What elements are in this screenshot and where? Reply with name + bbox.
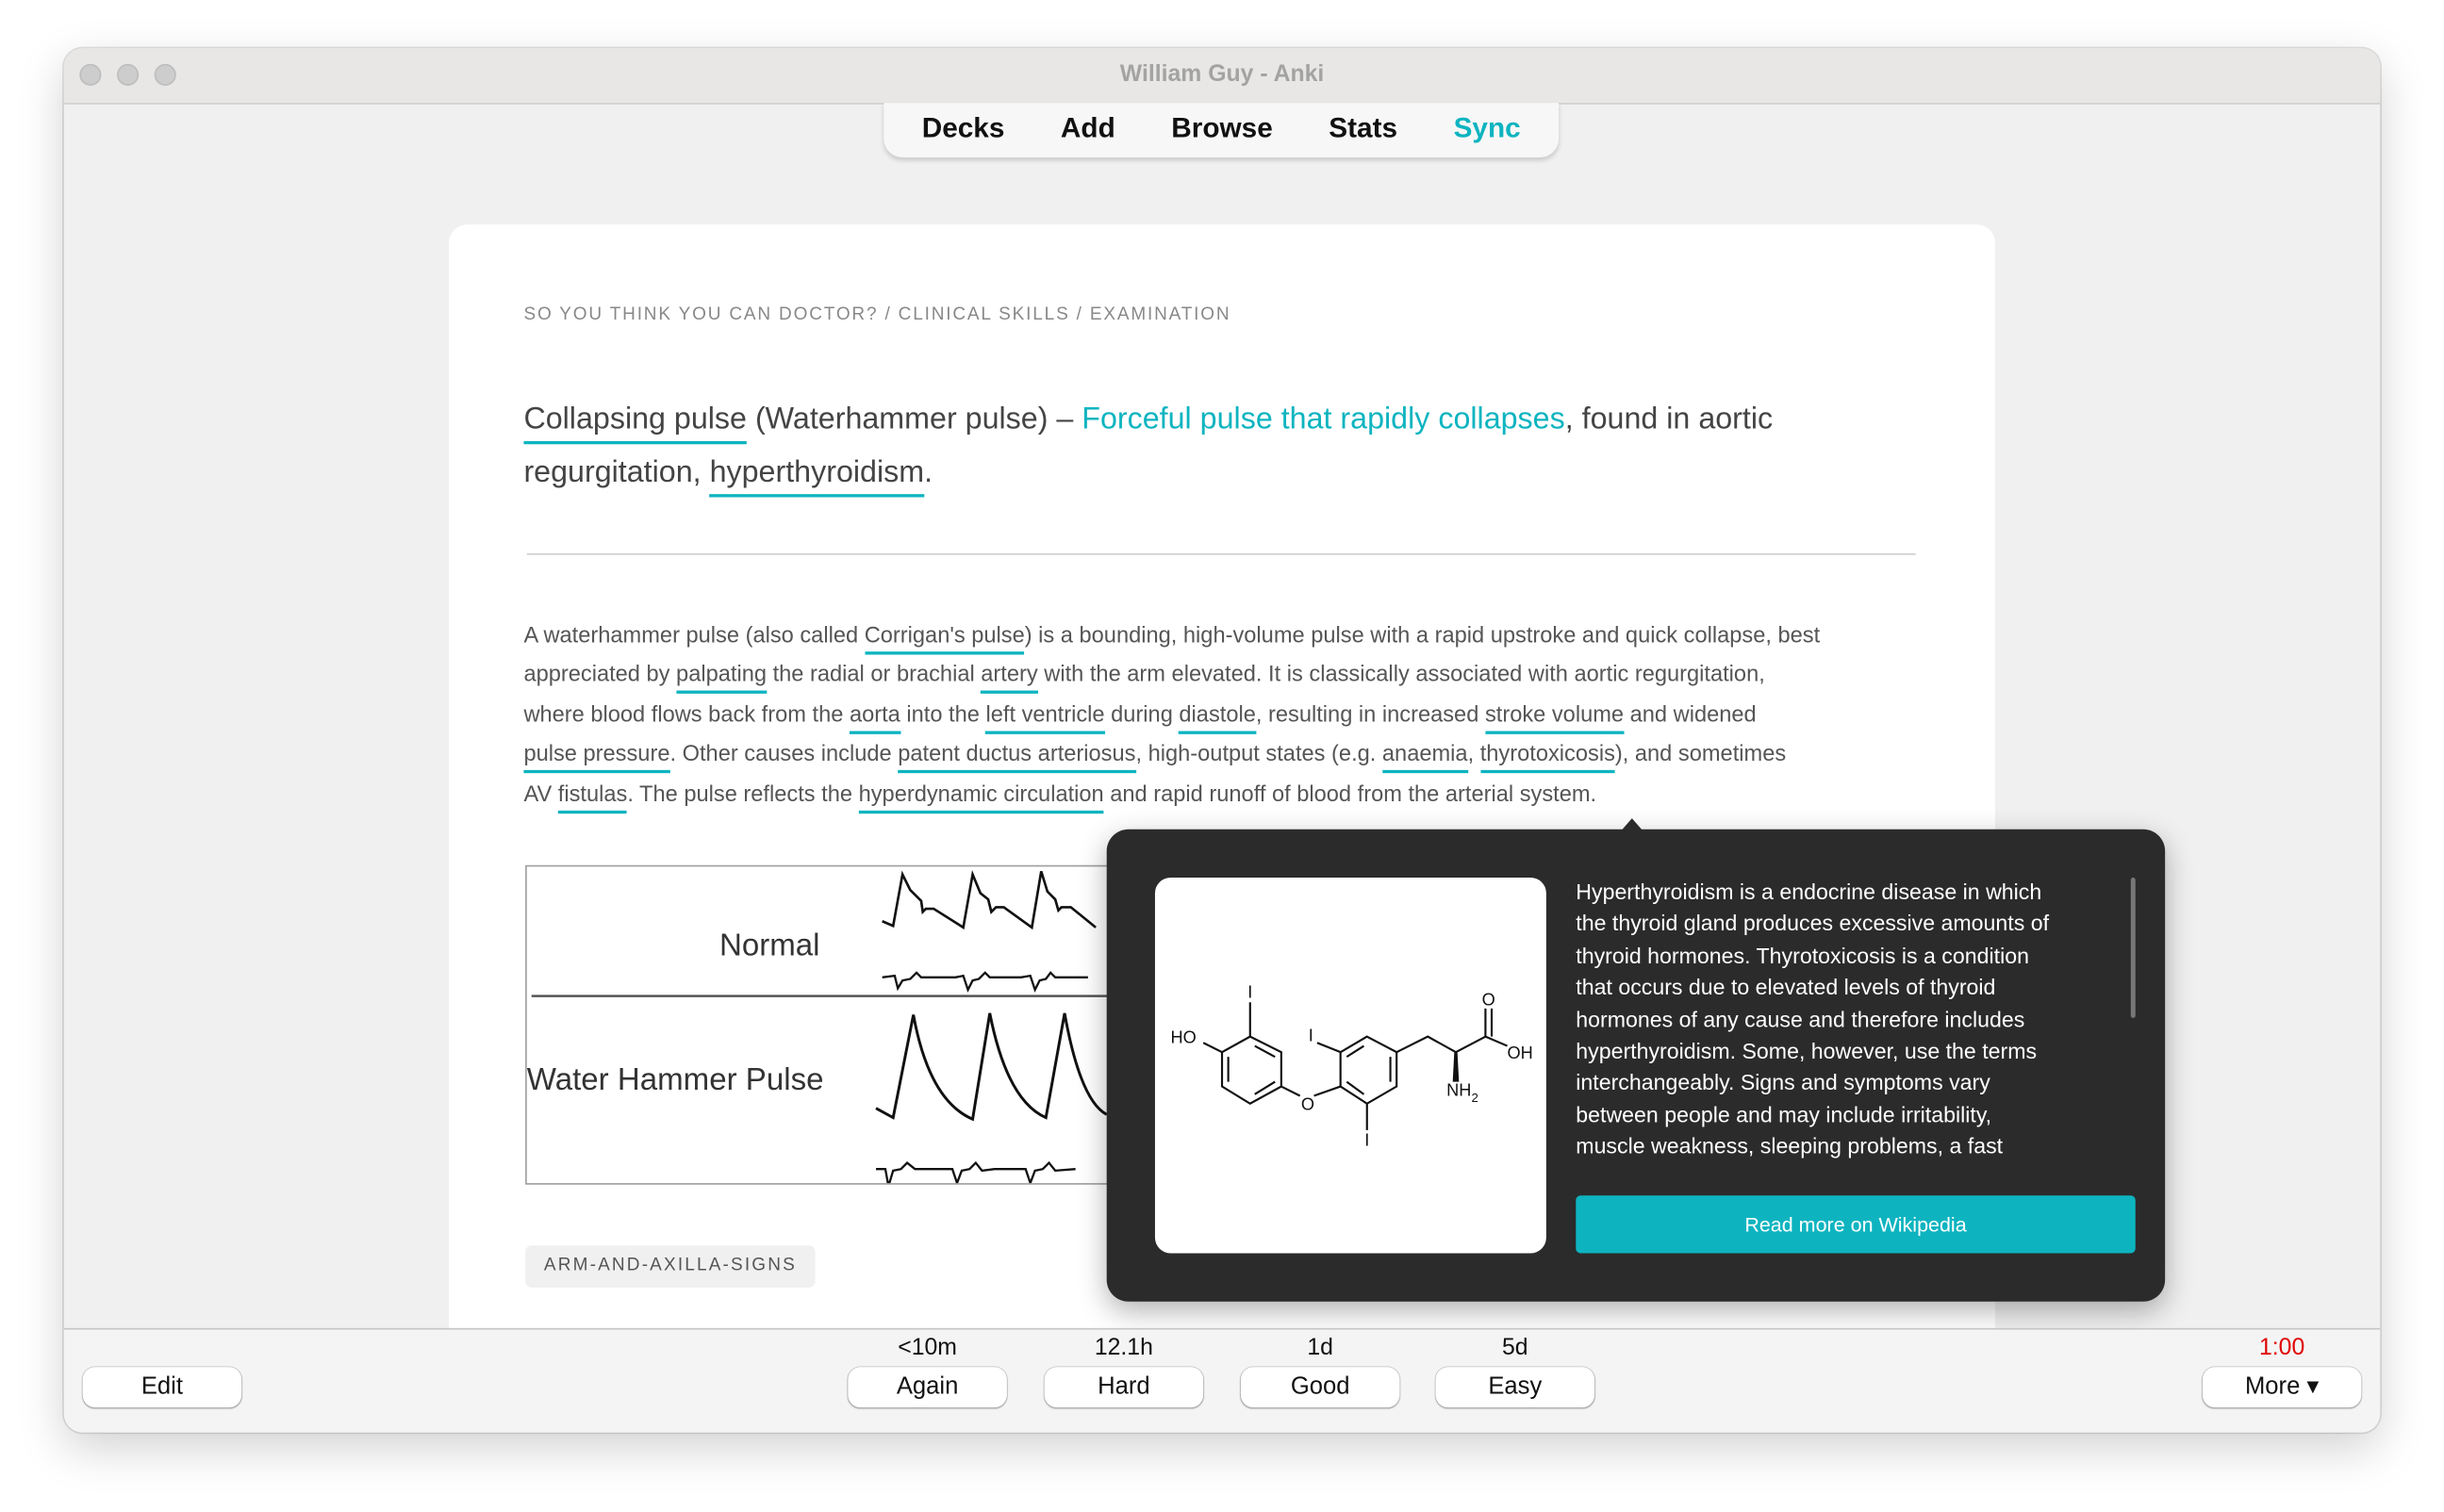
text-line: [523, 776, 1820, 815]
window-title: William Guy - Anki: [1119, 60, 1325, 88]
glossary-link[interactable]: Corrigan's pulse: [865, 623, 1025, 654]
text-segment: , high-output states (e.g.: [1135, 742, 1382, 767]
card-tag[interactable]: ARM-AND-AXILLA-SIGNS: [525, 1245, 816, 1288]
text-segment: . The pulse reflects the: [627, 781, 859, 807]
easy-button[interactable]: Easy: [1436, 1367, 1595, 1407]
answer-divider: [527, 553, 1916, 555]
text-segment: the radial or brachial: [767, 663, 982, 688]
easy-interval: 5d: [1502, 1334, 1528, 1361]
top-nav: [883, 103, 1559, 157]
good-interval: 1d: [1307, 1334, 1333, 1361]
popup-text-line: between people and may include irritability,: [1576, 1101, 1992, 1127]
popup-text-line: thyroid hormones. Thyrotoxicosis is a condition: [1576, 943, 2029, 968]
carbonyl-oxygen-label: O: [1481, 990, 1495, 1010]
text-segment: , found in aortic: [1564, 402, 1774, 437]
iodine-label: I: [1247, 982, 1253, 1002]
glossary-link[interactable]: thyrotoxicosis: [1480, 742, 1615, 773]
text-segment: ), and sometimes: [1614, 742, 1787, 767]
amine-subscript: 2: [1471, 1091, 1478, 1106]
read-more-wikipedia-button[interactable]: Read more on Wikipedia: [1576, 1195, 2135, 1253]
text-line: [523, 697, 1820, 736]
iodine-label: I: [1308, 1026, 1313, 1045]
thyroxine-structure-image: [1155, 878, 1546, 1254]
more-menu-button[interactable]: More ▾: [2203, 1367, 2362, 1407]
text-segment: regurgitation,: [523, 454, 710, 490]
nav-browse[interactable]: Browse: [1171, 112, 1273, 144]
text-segment: and widened: [1624, 702, 1757, 728]
anki-window: [64, 48, 2381, 1432]
glossary-link[interactable]: Collapsing pulse: [523, 403, 747, 445]
text-segment: ,: [1467, 742, 1480, 767]
text-segment: (Waterhammer pulse) –: [746, 402, 1082, 437]
popup-arrow: [1621, 818, 1643, 830]
text-line: [523, 736, 1820, 776]
again-interval: <10m: [898, 1334, 957, 1361]
nav-stats[interactable]: Stats: [1329, 112, 1398, 144]
hydroxyl-label: HO: [1170, 1027, 1197, 1047]
pulse-waveform-figure: [525, 865, 1148, 1185]
nav-sync[interactable]: Sync: [1453, 112, 1521, 144]
glossary-link[interactable]: hyperdynamic circulation: [859, 781, 1104, 813]
popup-text-line: muscle weakness, sleeping problems, a fast: [1576, 1133, 2004, 1159]
ether-oxygen-label: O: [1300, 1094, 1315, 1114]
answer-highlight: Forceful pulse that rapidly collapses: [1082, 402, 1565, 437]
iodine-label: I: [1364, 1130, 1370, 1150]
text-segment: where blood flows back from the: [523, 702, 850, 728]
review-timer: 1:00: [2258, 1334, 2305, 1361]
text-segment: into the: [900, 702, 986, 728]
popup-text-line: interchangeably. Signs and symptoms vary: [1576, 1070, 1990, 1095]
figure-label-normal: Normal: [718, 929, 820, 963]
glossary-link[interactable]: patent ductus arteriosus: [898, 742, 1135, 773]
popup-text-line: hyperthyroidism. Some, however, use the terms: [1576, 1038, 2038, 1063]
water-hammer-pulse-wave: [876, 1013, 1107, 1119]
water-hammer-ecg-trace: [876, 1163, 1076, 1185]
glossary-link[interactable]: artery: [981, 663, 1037, 694]
good-button[interactable]: Good: [1241, 1367, 1400, 1407]
again-button[interactable]: Again: [848, 1367, 1007, 1407]
glossary-link[interactable]: diastole: [1179, 702, 1255, 733]
text-segment: with the arm elevated. It is classically associated with aortic regurgitation,: [1037, 663, 1765, 688]
popup-text-line: the thyroid gland produces excessive amounts of: [1576, 911, 2050, 936]
popup-summary-text: [1576, 876, 2049, 1162]
text-segment: ) is a bounding, high-volume pulse with a rapid upstroke and quick collapse, best: [1024, 623, 1821, 649]
glossary-link[interactable]: left ventricle: [985, 702, 1104, 733]
carboxyl-oh-label: OH: [1507, 1043, 1533, 1062]
review-bottom-bar: [64, 1328, 2381, 1433]
text-segment: , resulting in increased: [1255, 702, 1485, 728]
text-segment: . Other causes include: [669, 742, 899, 767]
molecule-diagram: [1155, 878, 1546, 1254]
glossary-link[interactable]: fistulas: [558, 781, 628, 813]
text-segment: .: [924, 454, 933, 490]
waveform-drawing: [527, 866, 1149, 1184]
text-segment: appreciated by: [523, 663, 677, 688]
glossary-link[interactable]: palpating: [676, 663, 767, 694]
nav-add[interactable]: Add: [1060, 112, 1115, 144]
popup-text-line: hormones of any cause and therefore includes: [1576, 1006, 2025, 1032]
glossary-link[interactable]: aorta: [850, 702, 900, 733]
normal-ecg-trace: [883, 973, 1088, 990]
hard-button[interactable]: Hard: [1045, 1367, 1204, 1407]
amine-label: NH: [1446, 1080, 1472, 1100]
text-segment: and rapid runoff of blood from the arterial system.: [1103, 781, 1597, 807]
card-front-heading: [523, 393, 1773, 499]
hard-interval: 12.1h: [1094, 1334, 1153, 1361]
text-segment: AV: [523, 781, 558, 807]
glossary-link[interactable]: pulse pressure: [523, 742, 669, 773]
text-line: [523, 657, 1820, 697]
glossary-link[interactable]: stroke volume: [1485, 702, 1624, 733]
figure-label-water-hammer: Water Hammer Pulse: [526, 1062, 824, 1098]
text-line: [523, 446, 1773, 499]
glossary-link[interactable]: hyperthyroidism: [710, 455, 925, 498]
title-bar: [64, 48, 2381, 105]
wikipedia-popup: [1107, 830, 2165, 1302]
edit-button[interactable]: Edit: [83, 1367, 242, 1407]
normal-pulse-wave: [883, 871, 1096, 928]
breadcrumb: SO YOU THINK YOU CAN DOCTOR? / CLINICAL SKILLS / EXAMINATION: [523, 305, 1231, 324]
nav-decks[interactable]: Decks: [921, 112, 1005, 144]
text-line: [523, 393, 1773, 446]
card-back-paragraph: [523, 617, 1820, 815]
popup-scrollbar[interactable]: [2131, 878, 2136, 1018]
popup-text-line: that occurs due to elevated levels of thyroid: [1576, 974, 1996, 1000]
glossary-link[interactable]: anaemia: [1382, 742, 1468, 773]
popup-text-line: Hyperthyroidism is a endocrine disease in which: [1576, 879, 2042, 905]
text-line: [523, 617, 1820, 657]
text-segment: A waterhammer pulse (also called: [523, 623, 865, 649]
text-segment: during: [1104, 702, 1180, 728]
